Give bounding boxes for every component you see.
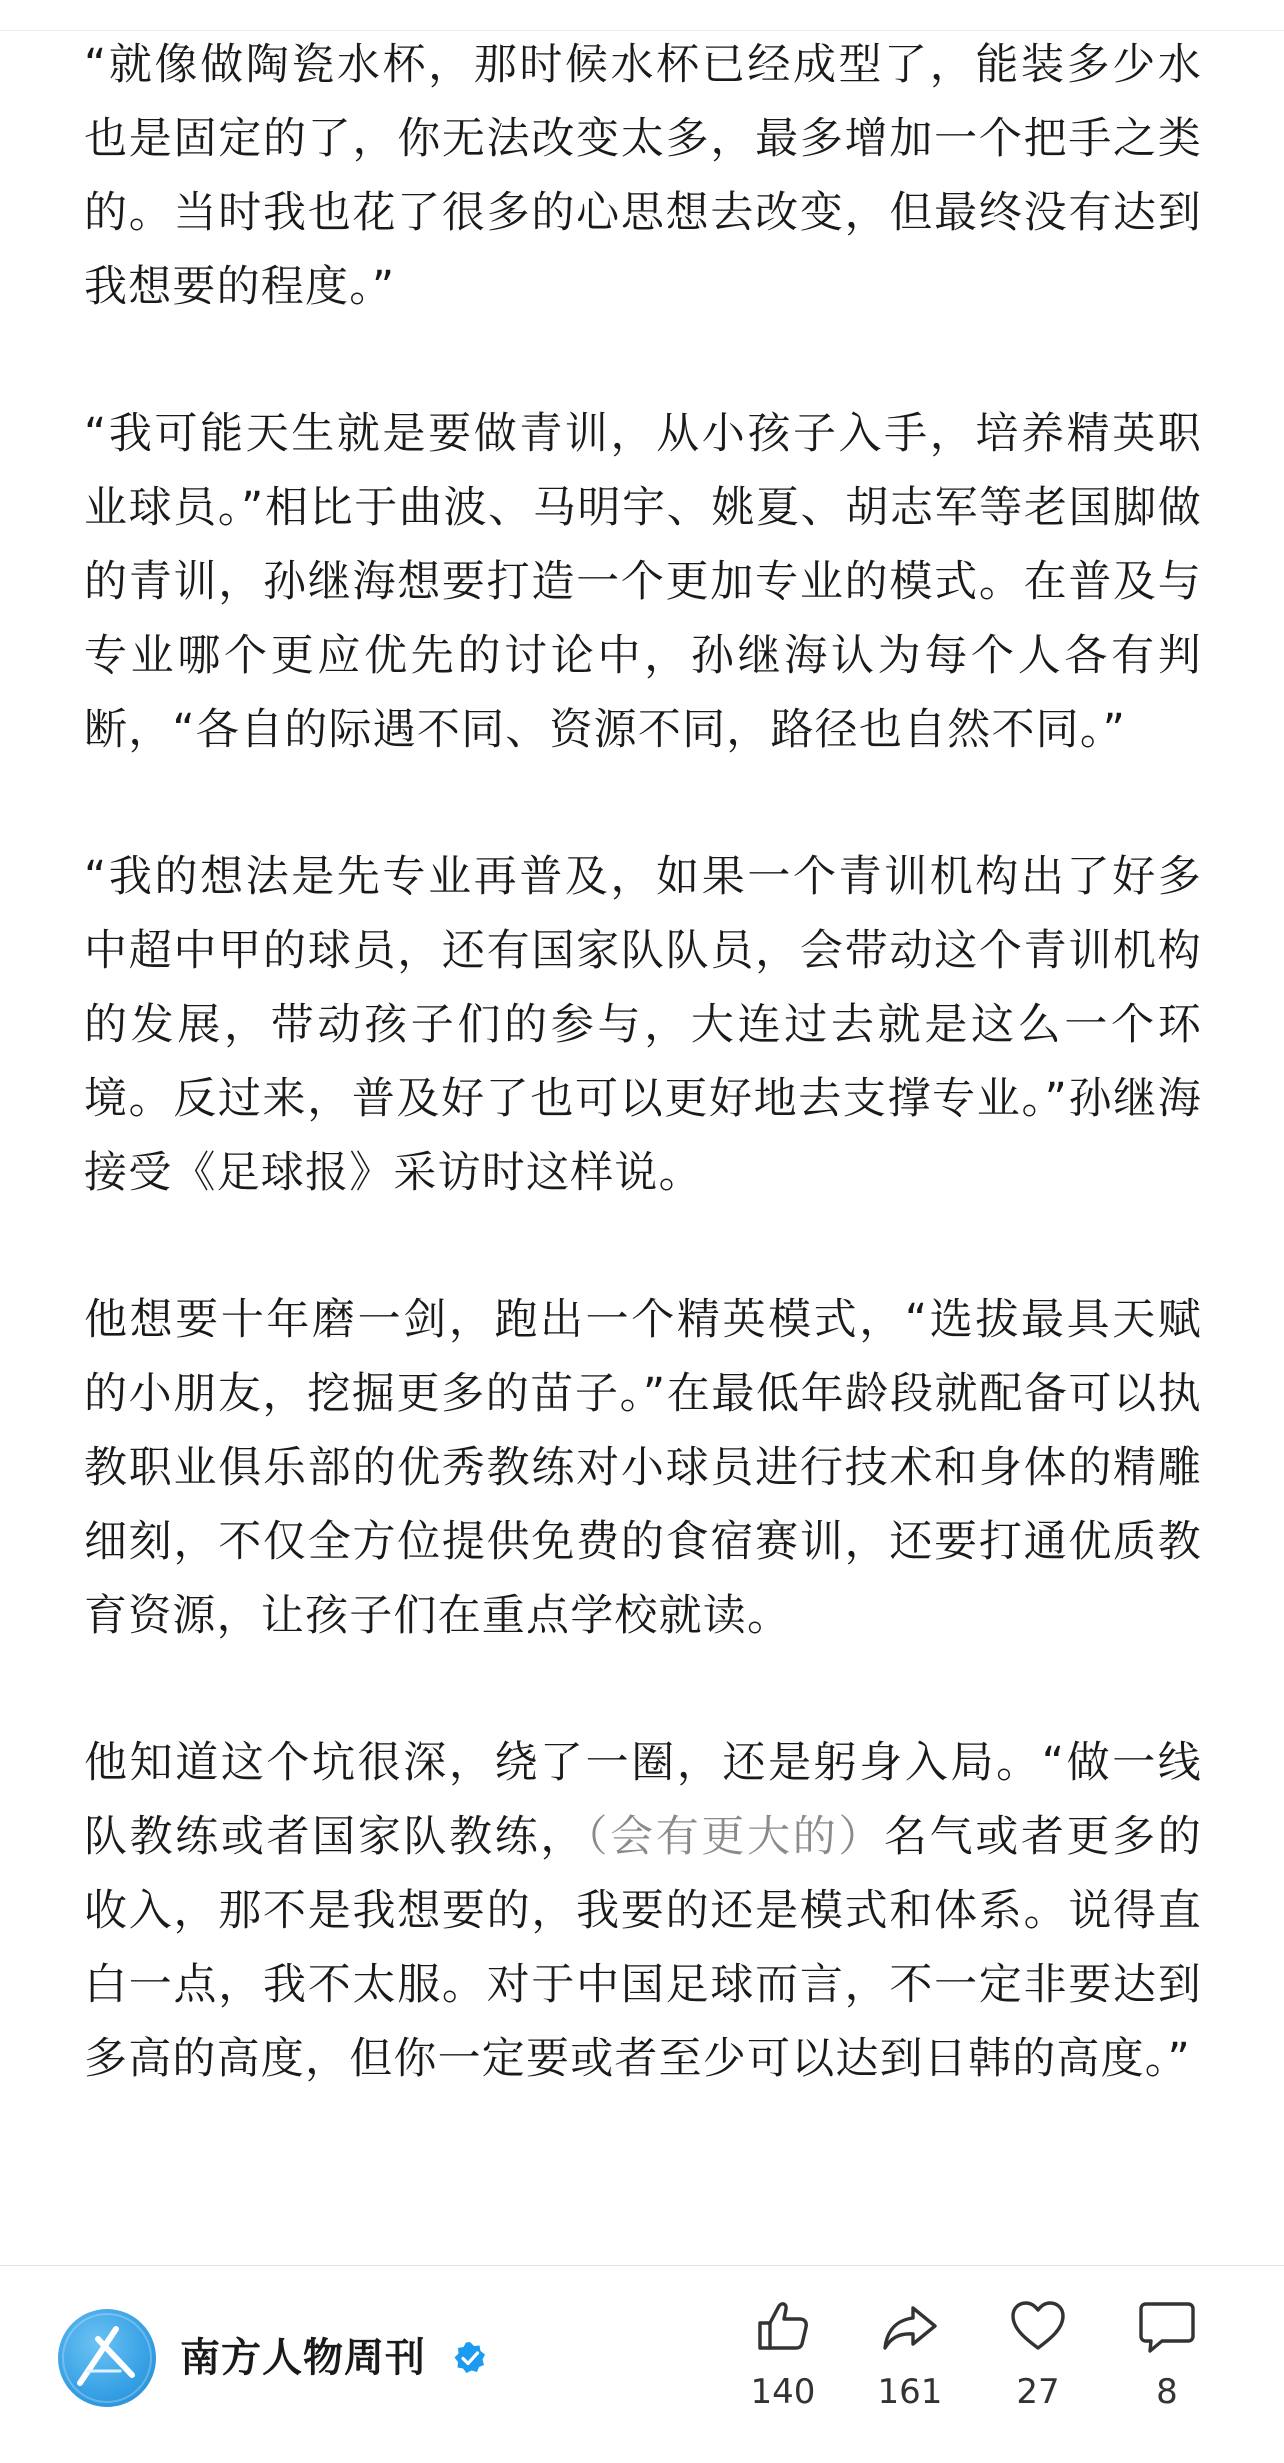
author-name[interactable]: 南方人物周刊 [180,2335,426,2381]
like-count: 140 [750,2372,816,2412]
share-button[interactable] [860,2296,960,2436]
paragraph [84,1726,1202,2096]
share-icon [879,2296,941,2358]
like-button[interactable] [733,2296,833,2436]
paragraph-text: 名气或者更多的收入，那不是我想要的，我要的还是模式和体系。说得直白一点，我不太服。对于中国足球而言，不一定非要达到多高的高度，但你一定要或者至少可以达到日韩的高度。” [84,1812,1203,2084]
paragraph: “我可能天生就是要做青训，从小孩子入手，培养精英职业球员。”相比于曲波、马明宇、姚夏、胡志军等老国脚做的青训，孙继海想要打造一个更加专业的模式。在普及与专业哪个更应优先的讨论中，孙继海认为每个人各有判断，“各自的际遇不同、资源不同，路径也自然不同。” [84,409,1202,755]
verified-badge-icon [452,2340,488,2376]
favorite-button[interactable] [988,2296,1088,2436]
author-avatar[interactable] [58,2309,156,2407]
paragraph: 他想要十年磨一剑，跑出一个精英模式，“选拔最具天赋的小朋友，挖掘更多的苗子。”在最低年龄段就配备可以执教职业俱乐部的优秀教练对小球员进行技术和身体的精雕细刻，不仅全方位提供免费的食宿赛训，还要打通优质教育资源，让孩子们在重点学校就读。 [84,1295,1202,1641]
comment-button[interactable] [1117,2296,1217,2436]
paragraph-text: 他知道这个坑很深，绕了一圈，还是躬身入局。“做一线队教练或者国家队教练， [84,1738,1202,1862]
paragraph: “我的想法是先专业再普及，如果一个青训机构出了好多中超中甲的球员，还有国家队队员，会带动这个青训机构的发展，带动孩子们的参与，大连过去就是这么一个环境。反过来，普及好了也可以更好地去支撑专业。”孙继海接受《足球报》采访时这样说。 [84,852,1202,1198]
paragraph: “就像做陶瓷水杯，那时候水杯已经成型了，能装多少水也是固定的了，你无法改变太多，最多增加一个把手之类的。当时我也花了很多的心思想去改变，但最终没有达到我想要的程度。” [84,40,1202,312]
article-body [84,28,1202,2169]
thumbs-up-icon [752,2296,814,2358]
heart-icon [1007,2296,1069,2358]
top-edge [0,0,1284,31]
southern-people-weekly-logo [58,2309,156,2407]
share-count: 161 [877,2372,943,2412]
bottom-action-bar [0,2265,1284,2463]
comment-icon [1136,2296,1198,2358]
favorite-count: 27 [1016,2372,1060,2412]
editor-aside: （会有更大的） [586,1812,884,1862]
comment-count: 8 [1156,2372,1178,2412]
